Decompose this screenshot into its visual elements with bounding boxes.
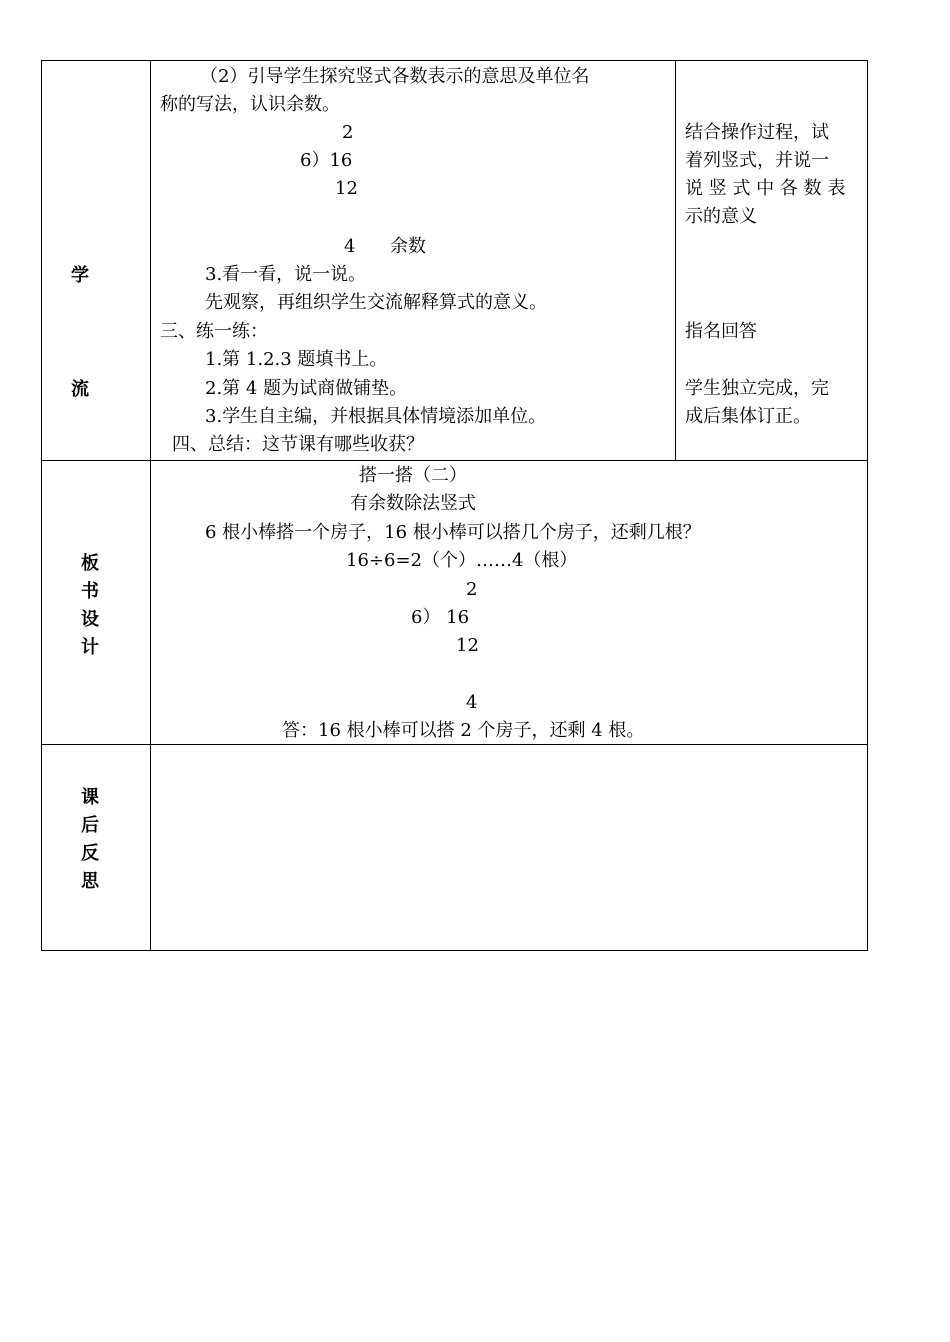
student-note-1-line-4: 示的意义	[685, 206, 757, 227]
board-division-product: 12	[456, 635, 479, 656]
row-label-reflection-1: 课	[81, 787, 99, 808]
division-quotient: 2	[342, 122, 354, 143]
board-division-remainder: 4	[466, 692, 478, 713]
table-border-right	[867, 60, 868, 951]
student-note-2: 指名回答	[685, 321, 757, 342]
practice-heading: 三、练一练：	[160, 321, 268, 342]
summary-line: 四、总结：这节课有哪些收获？	[172, 434, 424, 455]
row-label-board-4: 计	[81, 637, 99, 658]
row-label-reflection-3: 反	[81, 843, 99, 864]
division-dividend: 6）16	[300, 150, 353, 171]
student-note-1-line-1: 结合操作过程，试	[685, 122, 829, 143]
practice-item-1: 1.第 1.2.3 题填书上。	[205, 349, 388, 370]
row-label-learning-bottom: 流	[71, 379, 89, 400]
row-label-reflection-2: 后	[81, 815, 99, 836]
practice-item-3: 3.学生自主编，并根据具体情境添加单位。	[205, 406, 547, 427]
student-note-1-line-2: 着列竖式，并说一	[685, 150, 829, 171]
row-label-learning-top: 学	[71, 265, 89, 286]
board-title: 搭一搭（二）	[359, 465, 467, 486]
row-divider-1	[41, 460, 868, 461]
board-answer: 答：16 根小棒可以搭 2 个房子，还剩 4 根。	[282, 720, 645, 741]
teacher-observe: 先观察，再组织学生交流解释算式的意义。	[205, 292, 547, 313]
remainder-label: 余数	[390, 236, 426, 257]
row-label-board-1: 板	[81, 553, 99, 574]
teacher-look-say: 3.看一看，说一说。	[205, 264, 367, 285]
table-border-left	[41, 60, 42, 951]
teacher-line-2: 称的写法，认识余数。	[160, 94, 340, 115]
student-note-1-line-3: 说 竖 式 中 各 数 表	[685, 178, 846, 199]
board-division-dividend: 6） 16	[411, 607, 470, 628]
table-border-bottom	[41, 950, 868, 951]
row-label-reflection-4: 思	[81, 871, 99, 892]
row-label-board-2: 书	[81, 581, 99, 602]
board-division-quotient: 2	[466, 579, 478, 600]
student-note-3-line-2: 成后集体订正。	[685, 406, 811, 427]
column-divider-student	[675, 60, 676, 461]
practice-item-2: 2.第 4 题为试商做铺垫。	[205, 378, 408, 399]
board-subtitle: 有余数除法竖式	[350, 493, 476, 514]
student-note-3-line-1: 学生独立完成，完	[685, 378, 829, 399]
board-problem: 6 根小棒搭一个房子，16 根小棒可以搭几个房子，还剩几根？	[205, 522, 701, 543]
table-border-top	[41, 60, 868, 61]
division-remainder: 4	[344, 236, 356, 257]
teacher-line-1: （2）引导学生探究竖式各数表示的意思及单位名	[200, 66, 590, 87]
row-label-board-3: 设	[81, 609, 99, 630]
division-product: 12	[335, 178, 358, 199]
board-equation: 16÷6=2（个）……4（根）	[346, 550, 578, 571]
